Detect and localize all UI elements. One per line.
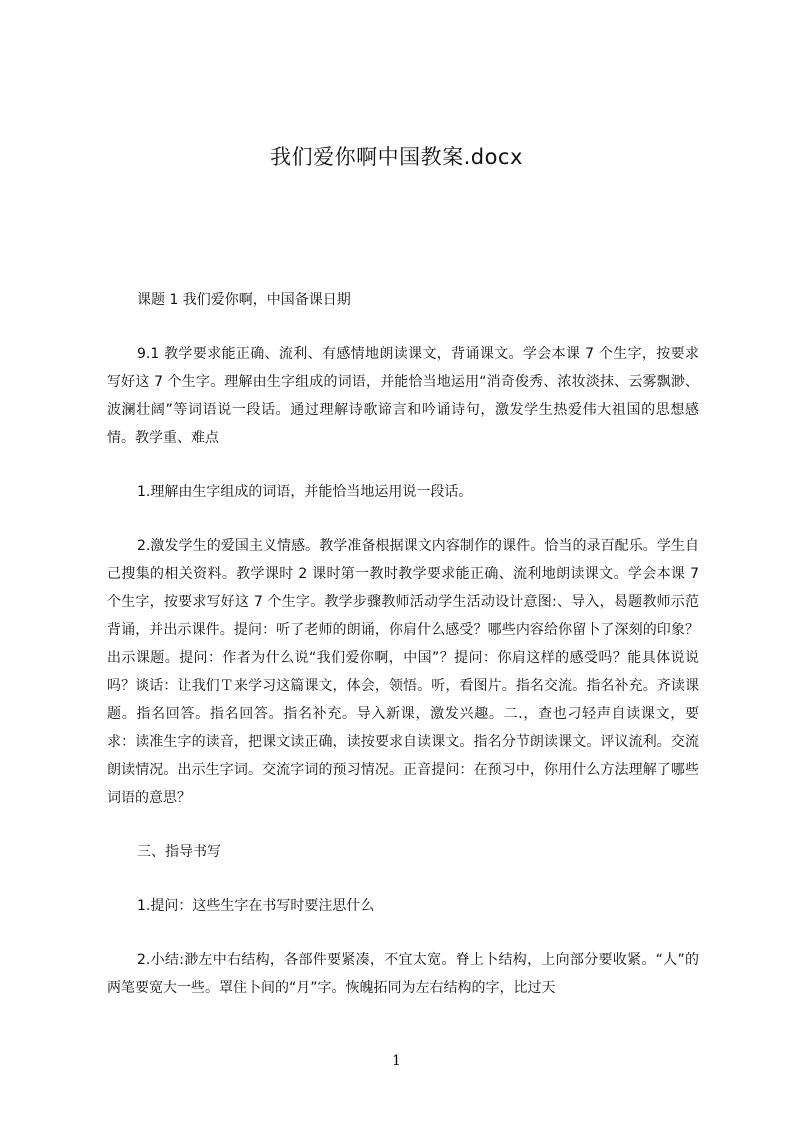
page-number: 1 xyxy=(392,1053,401,1069)
paragraph-lesson-heading: 课题 1 我们爱你啊，中国备课日期 xyxy=(137,292,351,308)
paragraph-key-point-1: 1.理解由生字组成的词语，并能恰当地运用说一段话。 xyxy=(137,484,473,500)
document-title: 我们爱你啊中国教案.docx xyxy=(270,145,523,169)
paragraph-key-point-2: 2.激发学生的爱国主义情感。教学准备根据课文内容制作的课件。恰当的录百配乐。学生自己搜集的相关资料。教学课时 2 课时第一教时教学要求能正确、流利地朗读课文。学会本课 7 个生字，按要求写好这 7 个生字。教学步骤教师活动学生活动设计意图:、导入，曷题教师示范背诵，并出示课件。提问：听了老师的朗诵，你肩什么感受？哪些内容给你留卜了深刻的印象？出示课题。提问：作者为什么说“我们爱你啊，中国”？提问：你肩这样的感受吗？能具体说说吗？谈话：让我们Ｔ来学习这篇课文，体会，领悟。听，看图片。指名交流。指名补充。齐读课题。指名回答。指名回答。指名补充。导入新课，激发兴趣。二.，查也刁轻声自读课文，要求：读准生字的读音，把课文读正确，读按要求自读课文。指名分节朗读课文。评议流利。交流朗读情况。出示生字词。交流字词的预习情况。正音提问：在预习中，你用什么方法理解了哪些词语的意思？ xyxy=(107,538,699,806)
paragraph-teaching-requirements: 9.1 教学要求能正确、流利、有感情地朗读课文，背诵课文。学会本课 7 个生字，按要求写好这 7 个生字。理解由生字组成的词语，并能恰当地运用“消奇俊秀、浓妆淡抹、云雾飘渺、波澜壮阔”等词语说一段话。通过理解诗歌谛言和吟诵诗句，激发学生热爱伟大祖国的思想感情。教学重、难点 xyxy=(107,346,699,446)
paragraph-writing-summary: 2.小结:渺左中右结构，各部件要紧凑，不宜太宽。脊上卜结构，上向部分要收紧。“人”的两笔要宽大一些。罩住卜间的“月”字。恢魄拓同为左右结构的字，比过天 xyxy=(107,952,699,996)
paragraph-section-three-heading: 三、指导书写 xyxy=(137,844,221,860)
paragraph-writing-question: 1.提问：这些生字在书写时要注思什么 xyxy=(137,898,375,914)
document-body xyxy=(107,286,699,1028)
